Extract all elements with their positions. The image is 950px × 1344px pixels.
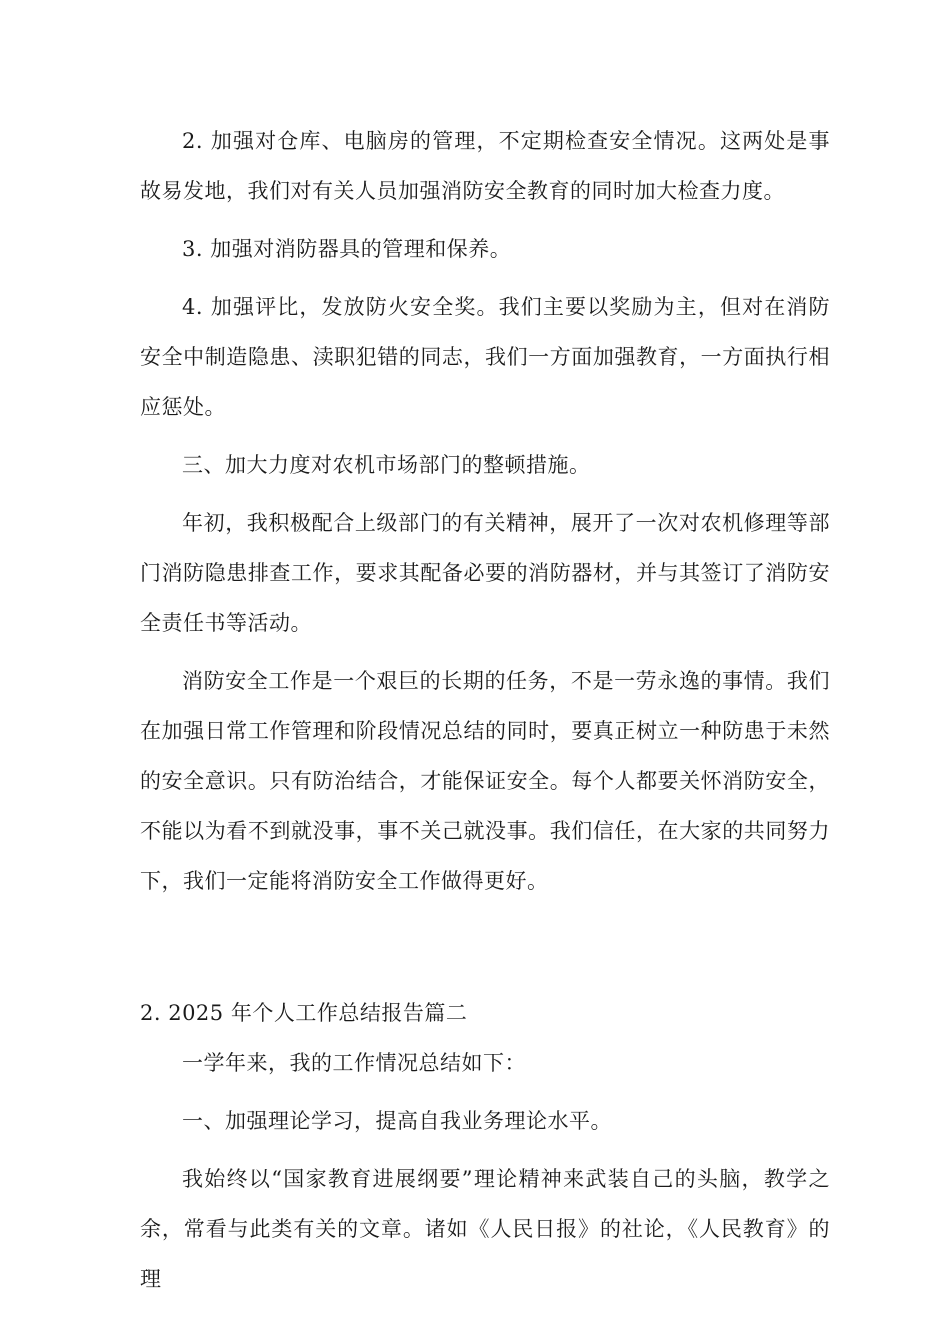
paragraph: 3. 加强对消防器具的管理和保养。 xyxy=(182,237,512,261)
paragraph: 年初，我积极配合上级部门的有关精神，展开了一次对农机修理等部门消防隐患排查工作，要求其配备必要的消防器材，并与其签订了消防安全责任书等活动。 xyxy=(140,511,830,635)
document-body xyxy=(140,116,830,1304)
paragraph: 4. 加强评比，发放防火安全奖。我们主要以奖励为主，但对在消防安全中制造隐患、渎职犯错的同志，我们一方面加强教育，一方面执行相应惩处。 xyxy=(140,295,830,419)
paragraph: 2. 加强对仓库、电脑房的管理，不定期检查安全情况。这两处是事故易发地，我们对有关人员加强消防安全教育的同时加大检查力度。 xyxy=(140,129,830,203)
section-heading: 一、加强理论学习，提高自我业务理论水平。 xyxy=(182,1109,612,1133)
paragraph: 我始终以“国家教育进展纲要”理论精神来武装自己的头脑，教学之余，常看与此类有关的文章。诸如《人民日报》的社论，《人民教育》的理 xyxy=(140,1167,830,1291)
paragraph: 一学年来，我的工作情况总结如下： xyxy=(182,1051,526,1075)
paragraph: 消防安全工作是一个艰巨的长期的任务，不是一劳永逸的事情。我们在加强日常工作管理和阶段情况总结的同时，要真正树立一种防患于未然的安全意识。只有防治结合，才能保证安全。每个人都要关怀消防安全，不能以为看不到就没事，事不关己就没事。我们信任，在大家的共同努力下，我们一定能将消防安全工作做得更好。 xyxy=(140,669,830,893)
section-heading: 三、加大力度对农机市场部门的整顿措施。 xyxy=(182,453,591,477)
section-title: 2. 2025 年个人工作总结报告篇二 xyxy=(140,1001,468,1025)
section-gap xyxy=(140,906,830,988)
